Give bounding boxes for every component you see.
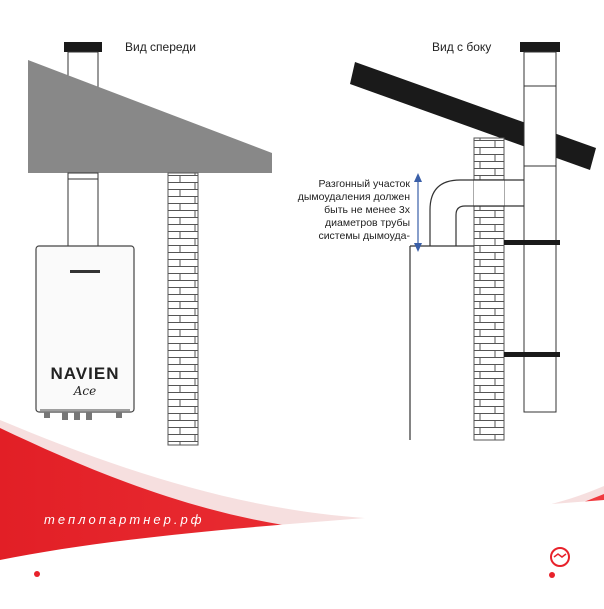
side-view-title: Вид с боку	[432, 40, 492, 54]
front-flue-cap	[64, 42, 102, 52]
boiler-model: Ace	[73, 384, 97, 398]
front-brick-wall	[168, 173, 198, 445]
front-view-title: Вид спереди	[125, 40, 197, 54]
boiler-brand: NAVIEN	[50, 364, 120, 383]
dimension-arrow	[414, 173, 422, 252]
site-url[interactable]: теплопартнер.рф	[44, 512, 205, 527]
side-roof	[350, 62, 596, 170]
handshake-icon	[551, 548, 569, 566]
boiler-top-line	[410, 246, 474, 440]
front-roof	[28, 60, 272, 173]
draft-section-note: Разгонный участок дымоудаления должен быть не менее 3х диаметров трубы системы дымоуда-	[297, 178, 410, 242]
side-flue-cap	[520, 42, 560, 52]
